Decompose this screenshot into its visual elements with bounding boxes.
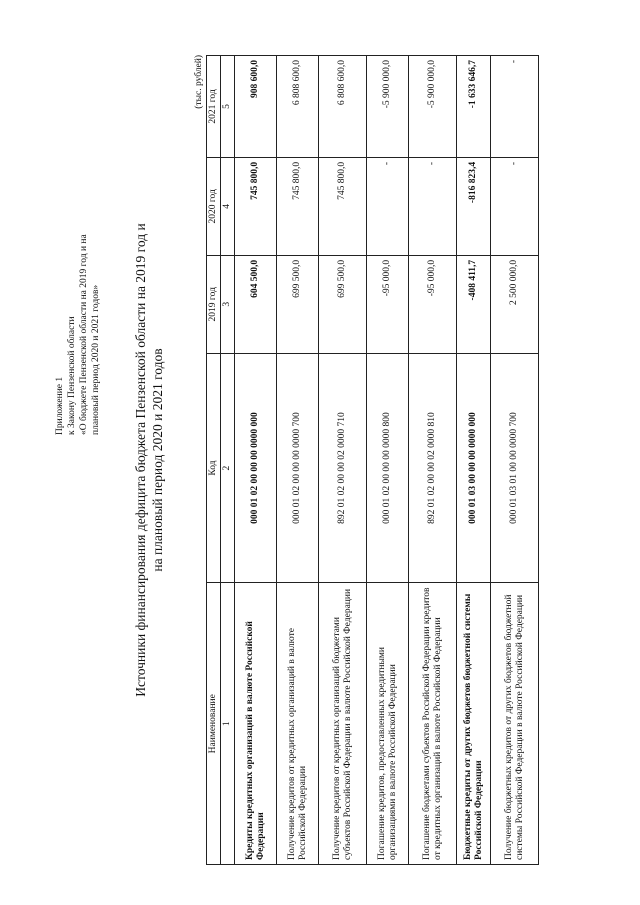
column-index: 3 bbox=[221, 255, 235, 353]
rotated-content bbox=[54, 55, 534, 865]
table-row bbox=[319, 56, 367, 865]
row-2020: -816 823,4 bbox=[457, 157, 491, 255]
table-row bbox=[235, 56, 277, 865]
row-name: Бюджетные кредиты от других бюджетов бюджетной системы Российской Федерации bbox=[457, 583, 491, 865]
row-2020: - bbox=[409, 157, 457, 255]
header-2020: 2020 год bbox=[207, 157, 221, 255]
units-label: (тыс. рублей) bbox=[194, 55, 204, 109]
row-code: 000 01 03 00 00 00 0000 000 bbox=[457, 353, 491, 583]
table-row bbox=[457, 56, 491, 865]
appendix-line: к Закону Пензенской области bbox=[67, 316, 77, 435]
header-2021: 2021 год bbox=[207, 56, 221, 158]
row-2019: 699 500,0 bbox=[277, 255, 319, 353]
row-2021: 6 808 600,0 bbox=[277, 56, 319, 158]
row-code: 892 01 02 00 00 02 0000 810 bbox=[409, 353, 457, 583]
table-row bbox=[491, 56, 539, 865]
row-2020: 745 800,0 bbox=[235, 157, 277, 255]
table-row bbox=[409, 56, 457, 865]
column-index-row bbox=[221, 56, 235, 865]
row-2020: 745 800,0 bbox=[319, 157, 367, 255]
row-2020: 745 800,0 bbox=[277, 157, 319, 255]
column-index: 5 bbox=[221, 56, 235, 158]
row-2021: -5 900 000,0 bbox=[409, 56, 457, 158]
row-2019: 2 500 000,0 bbox=[491, 255, 539, 353]
table-row bbox=[277, 56, 319, 865]
appendix-line: плановый период 2020 и 2021 годов» bbox=[91, 284, 101, 435]
row-code: 000 01 02 00 00 00 0000 800 bbox=[367, 353, 409, 583]
row-2019: -95 000,0 bbox=[367, 255, 409, 353]
row-name: Получение кредитов от кредитных организаций бюджетами субъектов Российской Федерации в валюте Российской Федерации bbox=[319, 583, 367, 865]
row-2021: 908 600,0 bbox=[235, 56, 277, 158]
row-2019: 604 500,0 bbox=[235, 255, 277, 353]
appendix-line: Приложение 1 bbox=[55, 376, 65, 435]
table-header-row bbox=[207, 56, 221, 865]
row-code: 000 01 03 01 00 00 0000 700 bbox=[491, 353, 539, 583]
row-2019: 699 500,0 bbox=[319, 255, 367, 353]
row-code: 000 01 02 00 00 00 0000 000 bbox=[235, 353, 277, 583]
row-2021: - bbox=[491, 56, 539, 158]
financing-table bbox=[206, 55, 539, 865]
header-name: Наименование bbox=[207, 583, 221, 865]
title-line: на плановый период 2020 и 2021 годов bbox=[150, 348, 165, 572]
header-code: Код bbox=[207, 353, 221, 583]
row-2021: 6 808 600,0 bbox=[319, 56, 367, 158]
row-2020: - bbox=[367, 157, 409, 255]
row-name: Погашение бюджетами субъектов Российской Федерации кредитов от кредитных организаций в валюте Российской Федерации bbox=[409, 583, 457, 865]
row-name: Получение бюджетных кредитов от других бюджетов бюджетной системы Российской Федерации в валюте Российской Федерации bbox=[491, 583, 539, 865]
appendix-line: «О бюджете Пензенской области на 2019 год и на bbox=[79, 234, 89, 435]
row-name: Погашение кредитов, предоставленных кредитными организациями в валюте Российской Федерации bbox=[367, 583, 409, 865]
document-title bbox=[132, 55, 166, 865]
title-line: Источники финансирования дефицита бюджета Пензенской области на 2019 год и bbox=[133, 223, 148, 697]
row-2019: -408 411,7 bbox=[457, 255, 491, 353]
row-2021: -1 633 646,7 bbox=[457, 56, 491, 158]
column-index: 2 bbox=[221, 353, 235, 583]
column-index: 1 bbox=[221, 583, 235, 865]
appendix-header bbox=[54, 55, 102, 435]
header-2019: 2019 год bbox=[207, 255, 221, 353]
table-row bbox=[367, 56, 409, 865]
row-2021: -5 900 000,0 bbox=[367, 56, 409, 158]
row-code: 892 01 02 00 00 02 0000 710 bbox=[319, 353, 367, 583]
row-2019: -95 000,0 bbox=[409, 255, 457, 353]
row-name: Получение кредитов от кредитных организаций в валюте Российской Федерации bbox=[277, 583, 319, 865]
row-2020: - bbox=[491, 157, 539, 255]
row-name: Кредиты кредитных организаций в валюте Российской Федерации bbox=[235, 583, 277, 865]
column-index: 4 bbox=[221, 157, 235, 255]
row-code: 000 01 02 00 00 00 0000 700 bbox=[277, 353, 319, 583]
